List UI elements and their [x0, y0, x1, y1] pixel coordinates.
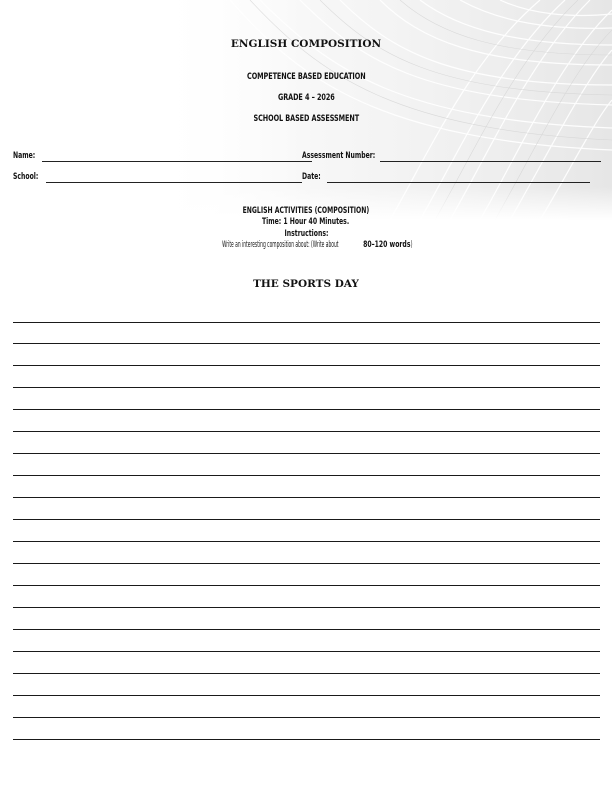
word-count: 80–120 words: [362, 240, 411, 250]
instruction-close: ): [410, 240, 413, 250]
subtitle-assessment: SCHOOL BASED ASSESSMENT: [253, 114, 359, 124]
writing-line[interactable]: [13, 343, 600, 344]
writing-line[interactable]: [13, 519, 600, 520]
subtitle-curriculum: COMPETENCE BASED EDUCATION: [246, 72, 366, 82]
name-label: Name:: [13, 151, 36, 161]
writing-line[interactable]: [13, 431, 600, 432]
subtitle-grade: GRADE 4 – 2026: [277, 93, 335, 103]
name-assessment-row: [13, 151, 603, 163]
activity-heading: ENGLISH ACTIVITIES (COMPOSITION): [242, 206, 370, 216]
writing-line[interactable]: [13, 322, 600, 323]
assessment-number-label: Assessment Number:: [302, 151, 376, 161]
writing-line[interactable]: [13, 497, 600, 498]
instruction-prefix: Write an interesting composition about: (Write about: [221, 240, 339, 250]
time-allowed: Time: 1 Hour 40 Minutes.: [262, 217, 350, 227]
date-label: Date:: [302, 172, 321, 182]
instructions-label: Instructions:: [284, 229, 328, 239]
school-date-row: [13, 172, 603, 184]
school-field[interactable]: [46, 182, 302, 183]
writing-line[interactable]: [13, 541, 600, 542]
school-label: School:: [13, 172, 39, 182]
writing-line[interactable]: [13, 387, 600, 388]
writing-line[interactable]: [13, 695, 600, 696]
writing-line[interactable]: [13, 409, 600, 410]
writing-line[interactable]: [13, 651, 600, 652]
writing-line[interactable]: [13, 453, 600, 454]
writing-line[interactable]: [13, 563, 600, 564]
name-field[interactable]: [42, 161, 312, 162]
instruction-text: [0, 240, 612, 250]
writing-line[interactable]: [13, 629, 600, 630]
date-field[interactable]: [327, 182, 590, 183]
page-title: ENGLISH COMPOSITION: [230, 38, 382, 50]
writing-line[interactable]: [13, 607, 600, 608]
writing-line[interactable]: [13, 739, 600, 740]
writing-line[interactable]: [13, 475, 600, 476]
composition-topic: THE SPORTS DAY: [253, 278, 359, 290]
assessment-number-field[interactable]: [380, 161, 601, 162]
writing-line[interactable]: [13, 717, 600, 718]
writing-line[interactable]: [13, 673, 600, 674]
writing-line[interactable]: [13, 585, 600, 586]
writing-line[interactable]: [13, 365, 600, 366]
